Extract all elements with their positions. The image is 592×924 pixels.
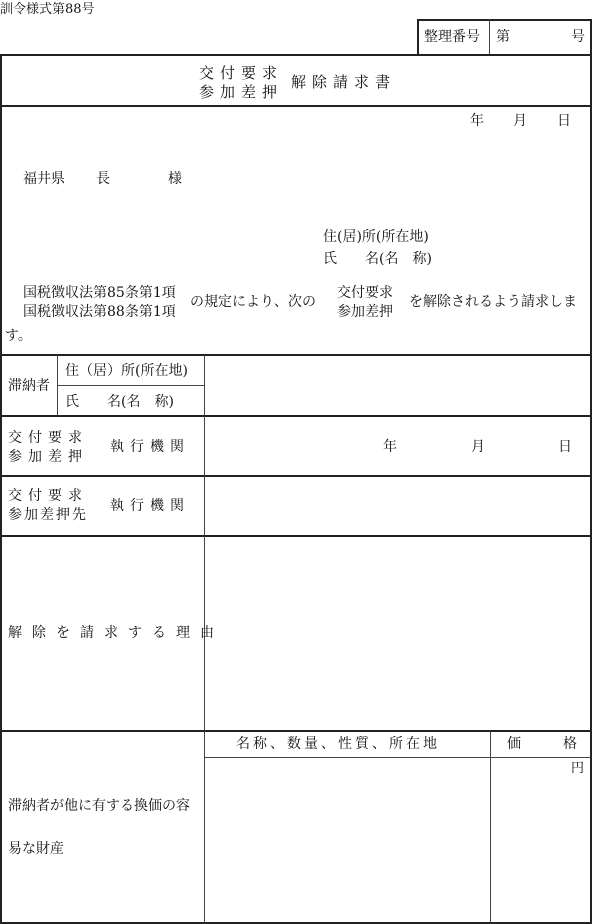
execution-year: 年 <box>383 439 397 455</box>
execution-agency-label: 執行機関 <box>110 439 190 455</box>
form-number: 訓令様式第88号 <box>0 2 95 17</box>
reference-go: 号 <box>571 29 585 45</box>
date-year: 年 <box>470 113 484 129</box>
property-yen-unit: 円 <box>571 761 585 776</box>
title-suffix: 解除請求書 <box>291 73 397 91</box>
applicant-address-label: 住(居)所(所在地) <box>323 229 429 245</box>
property-label-line-1: 滞納者が他に有する換価の容 <box>8 798 190 814</box>
title-option-2: 参加差押 <box>199 83 284 101</box>
date-day: 日 <box>557 113 571 129</box>
execution-month: 月 <box>471 439 485 455</box>
addressee-chief: 長 <box>96 171 110 187</box>
title-option-1: 交付要求 <box>199 64 284 82</box>
reference-number-label: 整理番号 <box>424 29 480 45</box>
addressee-sama: 様 <box>168 171 182 187</box>
delinquent-address-label: 住（居）所(所在地) <box>65 363 188 379</box>
property-col-price: 価 格 <box>507 736 577 752</box>
statement-option-2: 参加差押 <box>337 304 393 320</box>
delinquent-name-label: 氏 名(名 称) <box>65 394 174 410</box>
property-label-line-2: 易な財産 <box>8 841 64 857</box>
destination-agency-label: 執行機関 <box>110 498 190 514</box>
statement-tail-end: す。 <box>5 328 32 344</box>
execution-option-2: 参加差押 <box>8 449 88 465</box>
reason-label: 解除を請求する理由 <box>8 625 224 641</box>
property-col-description: 名称、数量、性質、所在地 <box>236 736 440 752</box>
destination-option-2: 参加差押先 <box>8 507 88 523</box>
statement-law-88: 国税徴収法第88条第1項 <box>23 304 176 320</box>
statement-law-85: 国税徴収法第85条第1項 <box>23 285 176 301</box>
statement-middle: の規定により、次の <box>190 294 316 310</box>
destination-option-1: 交付要求 <box>8 488 88 504</box>
reference-dai: 第 <box>496 29 510 45</box>
execution-option-1: 交付要求 <box>8 430 88 446</box>
execution-day: 日 <box>558 439 572 455</box>
applicant-name-label: 氏 名(名 称) <box>323 251 432 267</box>
date-month: 月 <box>513 113 527 129</box>
addressee-prefecture: 福井県 <box>23 171 65 187</box>
delinquent-label: 滞納者 <box>8 378 50 394</box>
statement-option-1: 交付要求 <box>337 285 393 301</box>
statement-tail: を解除されるよう請求しま <box>409 294 577 310</box>
